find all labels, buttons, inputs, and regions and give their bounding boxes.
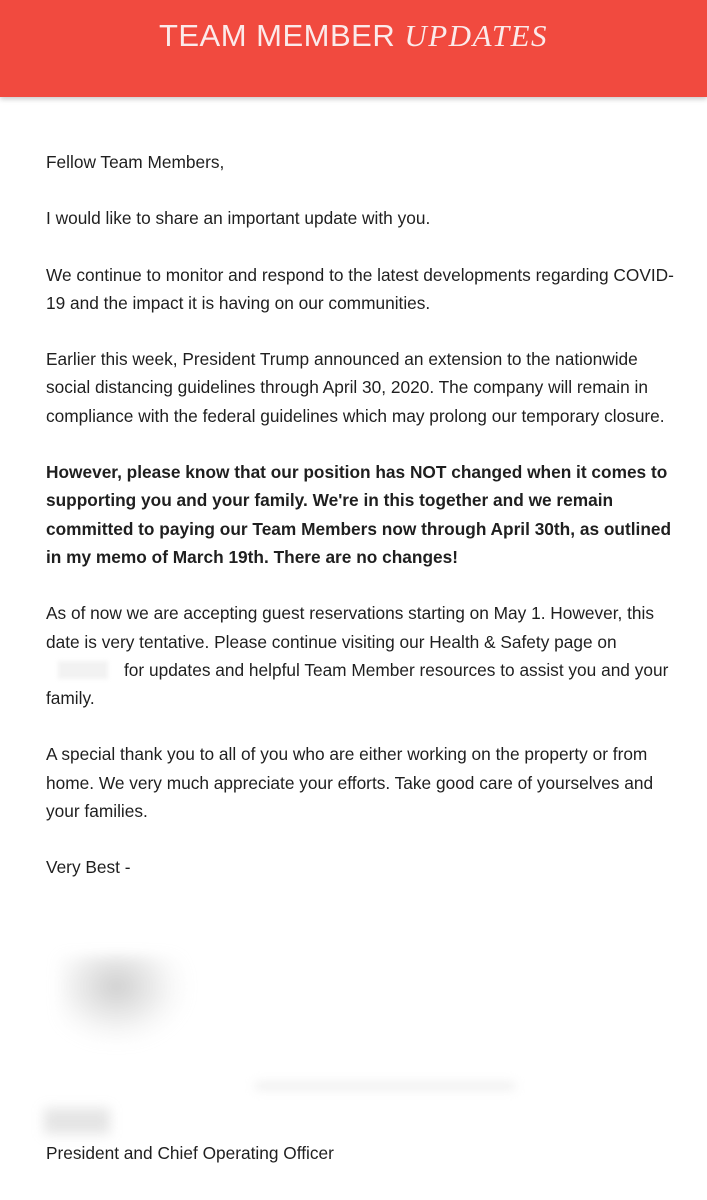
header-banner — [0, 0, 707, 97]
greeting: Fellow Team Members, — [46, 152, 225, 172]
reservations-text-start: As of now we are accepting guest reservations starting on May 1. However, this date is very tentative. Please continue visiting our Health & Safety page on — [46, 603, 655, 652]
paragraph-thanks: A special thank you to all of you who are either working on the property or from home. We very much appreciate your efforts. Take good care of yourselves and your families. — [46, 744, 654, 822]
signer-title: President and Chief Operating Officer — [46, 1143, 334, 1163]
banner-title-accent: UPDATES — [404, 18, 549, 53]
paragraph-reservations — [46, 599, 674, 712]
blurred-signer-name — [44, 1108, 110, 1134]
banner-title-plain: TEAM MEMBER — [158, 18, 396, 53]
blurred-signature — [58, 955, 188, 1045]
paragraph-commitment: However, please know that our position has NOT changed when it comes to supporting you and your family. We're in this together and we remain committed to paying our Team Members now through April 30th, as outlined in my memo of March 19th. There are no changes! — [46, 462, 672, 567]
faint-blur-mark — [255, 1082, 515, 1090]
paragraph-monitoring: We continue to monitor and respond to the latest developments regarding COVID-19 and the impact it is having on our communities. — [46, 264, 674, 313]
letter-body — [46, 148, 674, 910]
redacted-website — [58, 661, 108, 679]
paragraph-intro: I would like to share an important update with you. — [46, 208, 431, 229]
closing: Very Best - — [46, 857, 131, 878]
reservations-text-end: for updates and helpful Team Member resources to assist you and your family. — [46, 659, 669, 709]
banner-title — [0, 16, 707, 56]
paragraph-guidelines: Earlier this week, President Trump announced an extension to the nationwide social distancing guidelines through April 30, 2020. The company will remain in compliance with the federal guidelines which may prolong our temporary closure. — [46, 349, 665, 426]
